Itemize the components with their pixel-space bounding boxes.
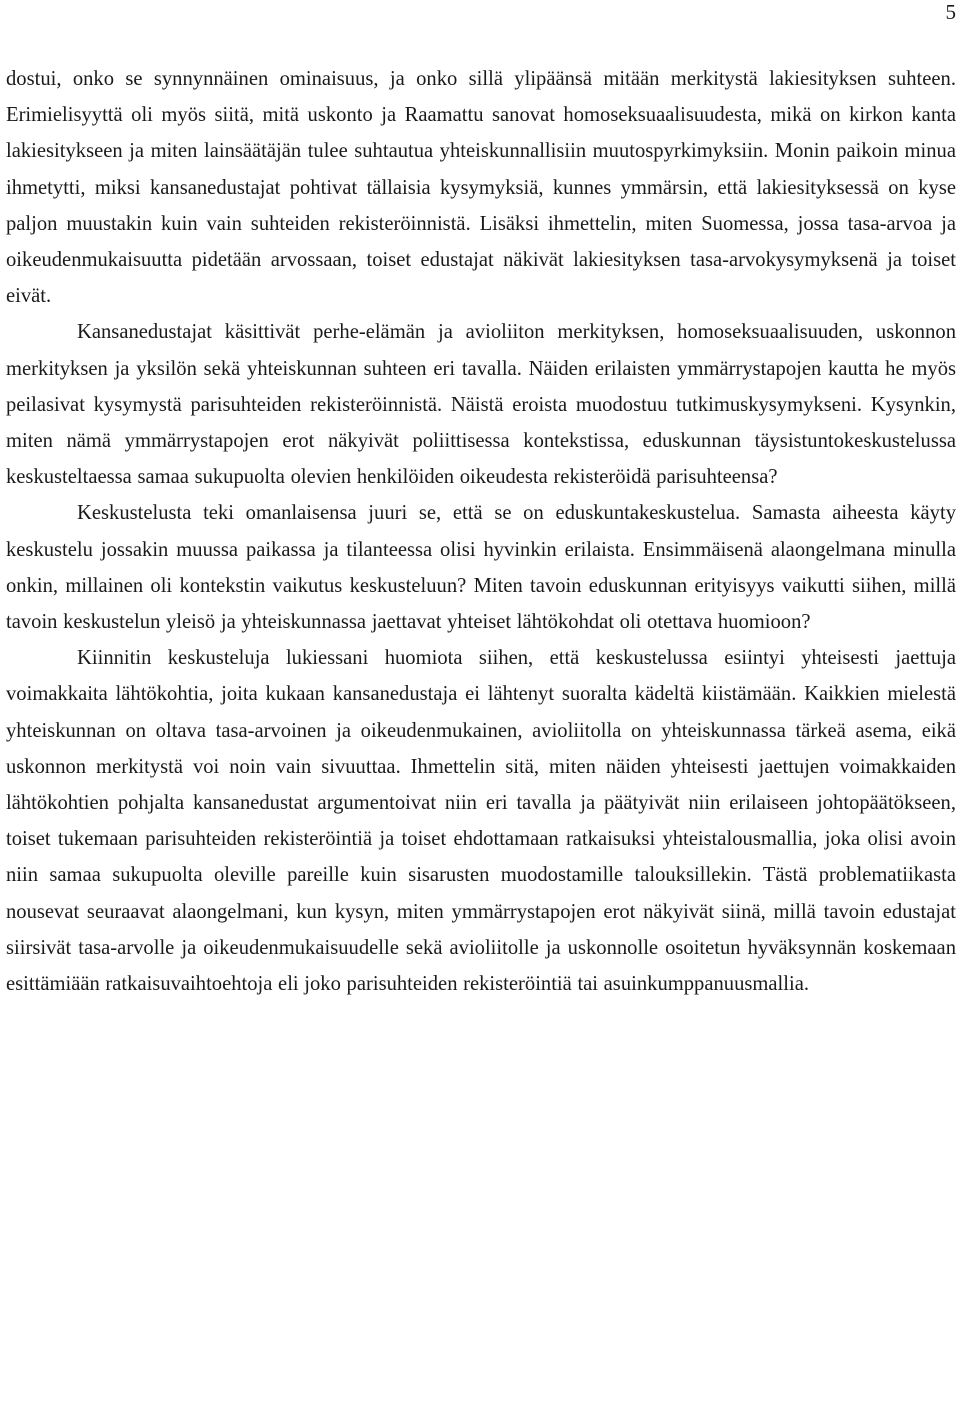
paragraph-3: Keskustelusta teki omanlaisensa juuri se, että se on eduskuntakeskustelua. Samasta aiheesta käyty keskustelu jossakin muussa paikassa ja tilanteessa olisi hyvinkin erilaista. Ensimmäisenä alaongelmana minulla onkin, millainen oli kontekstin vaikutus keskusteluun? Miten tavoin eduskunnan erityisyys vaikutti siihen, millä tavoin keskustelun yleisö ja yhteiskunnassa jaettavat yhteiset lähtökohdat oli otettava huomioon? [6,502,956,634]
paragraph-4: Kiinnitin keskusteluja lukiessani huomiota siihen, että keskustelussa esiintyi yhteisesti jaettuja voimakkaita lähtökohtia, joita kukaan kansanedustaja ei lähtenyt suoralta kädeltä kiistämään. Kaikkien mielestä yhteiskunnan on oltava tasa-arvoinen ja oikeudenmukainen, avioliitolla on yhteiskunnassa tärkeä asema, eikä uskonnon merkitystä voi noin vain sivuuttaa. Ihmettelin sitä, miten näiden yhteisesti jaettujen voimakkaiden lähtökohtien pohjalta kansanedustat argumentoivat niin eri tavalla ja päätyivät niin erilaiseen johtopäätökseen, toiset tukemaan parisuhteiden rekisteröintiä ja toiset ehdottamaan ratkaisuksi yhteistalousmallia, joka olisi avoin niin samaa sukupuolta oleville pareille kuin sisarusten muodostamille talouksillekin. Tästä problematiikasta nousevat seuraavat alaongelmani, kun kysyn, miten ymmärrystapojen erot näkyivät siinä, millä tavoin edustajat siirsivät tasa-arvolle ja oikeudenmukaisuudelle sekä avioliitolle ja uskonnolle osoitetun hyväksynnän koskemaan esittämiään ratkaisuvaihtoehtoja eli joko parisuhteiden rekisteröintiä tai asuinkumppanuusmallia. [6,647,956,996]
paragraph-2: Kansanedustajat käsittivät perhe-elämän ja avioliiton merkityksen, homoseksuaalisuuden, uskonnon merkityksen ja yksilön sekä yhteiskunnan suhteen eri tavalla. Näiden erilaisten ymmärrystapojen kautta he myös peilasivat kysymystä parisuhteiden rekisteröinnistä. Näistä eroista muodostuu tutkimuskysymykseni. Kysynkin, miten nämä ymmärrystapojen erot näkyivät poliittisessa kontekstissa, eduskunnan täysistuntokeskustelussa keskusteltaessa samaa sukupuolta olevien henkilöiden oikeudesta rekisteröidä parisuhteensa? [6,321,956,489]
paragraph-1: dostui, onko se synnynnäinen ominaisuus, ja onko sillä ylipäänsä mitään merkitystä lakiesityksen suhteen. Erimielisyyttä oli myös siitä, mitä uskonto ja Raamattu sanovat homoseksuaalisuudesta, mikä on kirkon kanta lakiesitykseen ja miten lainsäätäjän tulee suhtautua yhteiskunnallisiin muutospyrkimyksiin. Monin paikoin minua ihmetytti, miksi kansanedustajat pohtivat tällaisia kysymyksiä, kunnes ymmärsin, että lakiesityksessä on kyse paljon muustakin kuin vain suhteiden rekisteröinnistä. Lisäksi ihmettelin, miten Suomessa, jossa tasa-arvoa ja oikeudenmukaisuutta pidetään arvossaan, toiset edustajat näkivät lakiesityksen tasa-arvokysymyksenä ja toiset eivät. [6,68,956,308]
body-text [6,61,956,1002]
page-number: 5 [945,0,956,24]
